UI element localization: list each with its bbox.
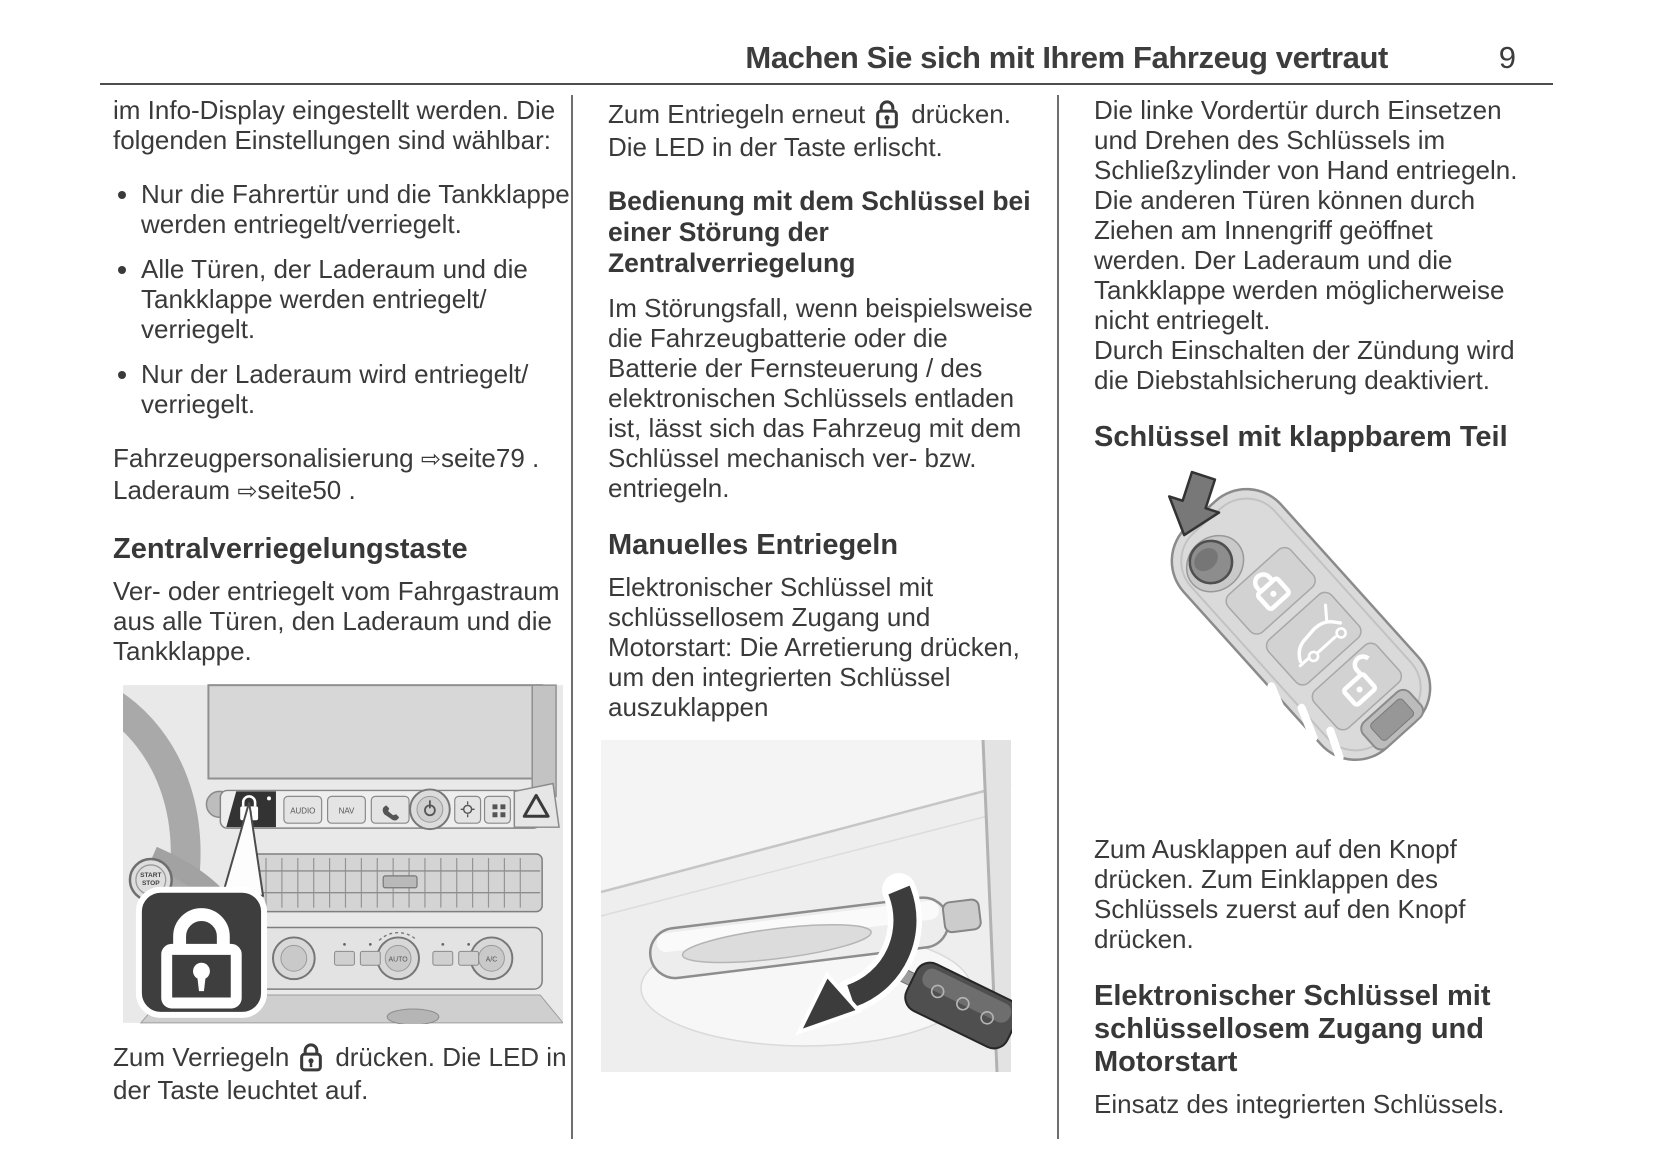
- auto-knob-label: AUTO: [388, 956, 408, 964]
- bullet-item: • Alle Türen, der Laderaum und die Tankklappe werden entriegelt/ verriegelt.: [141, 254, 571, 344]
- page-body: [113, 95, 1653, 1139]
- lock-button-led: [267, 796, 271, 800]
- page-ref-arrow-icon: ⇨: [420, 445, 441, 473]
- start-label: START: [140, 871, 162, 879]
- integrated-key-paragraph: Einsatz des integrierten Schlüssels.: [1094, 1089, 1505, 1119]
- reference-label: Fahrzeugpersonalisierung: [113, 443, 421, 473]
- audio-button-label: AUDIO: [290, 806, 316, 816]
- infotainment-screen: [208, 685, 542, 778]
- fold-key-paragraph: Zum Ausklappen auf den Knopf drücken. Zum Einklappen des Schlüssels zuerst auf den Knopf drücken.: [1094, 834, 1466, 954]
- column-middle: [571, 95, 1057, 1139]
- reference-target: seite50 .: [257, 475, 356, 505]
- heading-zentralverriegelungstaste: Zentralverriegelungstaste: [113, 533, 468, 565]
- lock-cylinder: [942, 899, 981, 933]
- nav-button-label: NAV: [338, 806, 355, 816]
- central-locking-paragraph: Ver- oder entriegelt vom Fahrgastraum aus alle Türen, den Laderaum und die Tankklappe.: [113, 576, 560, 666]
- page-number: 9: [1498, 40, 1516, 75]
- manual-unlock-paragraph: Elektronischer Schlüssel mit schlüssellosem Zugang und Motorstart: Die Arretierung drücken, um den integrierten Schlüssel auszuklappen: [608, 572, 1020, 722]
- caption-text: drücken. Die LED in der Taste leuchtet auf.: [113, 1042, 567, 1105]
- reference-target: seite79 .: [440, 443, 540, 473]
- sentence: Die anderen Türen können durch Ziehen am Innengriff geöffnet werden. Der Laderaum und die Tankklappe werden möglicherweise nicht entriegelt.: [1094, 185, 1505, 335]
- intro-paragraph: im Info-Display eingestellt werden. Die folgenden Einstellungen sind wählbar:: [113, 95, 556, 155]
- column-right: [1057, 95, 1522, 1139]
- unlock-caption: [608, 95, 1037, 162]
- column-left: [113, 95, 571, 1139]
- flip-key-illustration: [1104, 464, 1454, 796]
- bullet-item: • Nur der Laderaum wird entriegelt/ verriegelt.: [141, 359, 571, 419]
- bullet-item: • Nur die Fahrertür und die Tankklappe werden entriegelt/verriegelt.: [141, 179, 571, 239]
- stop-label: STOP: [141, 879, 160, 887]
- heading-klappschluessel: Schlüssel mit klappbarem Teil: [1094, 421, 1508, 453]
- dashboard-illustration: [123, 684, 563, 1024]
- unlocked-padlock-icon: [873, 95, 901, 132]
- page-reference: [113, 475, 571, 507]
- sentence: Die linke Vordertür durch Einsetzen und Drehen des Schlüssels im Schließzylinder von Hand entriegeln.: [1094, 95, 1518, 185]
- heading-elektronischer-schluessel: Elektronischer Schlüssel mit schlüssellosem Zugang und Motorstart: [1094, 980, 1491, 1078]
- caption-text: Zum Verriegeln: [113, 1042, 290, 1072]
- ac-knob-label: A/C: [485, 956, 498, 964]
- page-ref-arrow-icon: ⇨: [237, 477, 258, 505]
- manual-door-unlock-paragraph: [1094, 95, 1522, 395]
- lock-caption: [113, 1038, 571, 1105]
- door-handle-illustration: [600, 740, 1012, 1072]
- caption-text: Zum Entriegeln erneut: [608, 99, 866, 129]
- malfunction-paragraph: Im Störungsfall, wenn beispielsweise die Fahrzeugbatterie oder die Batterie der Fernsteuerung / des elektronischen Schlüssels entladen ist, lässt sich das Fahrzeug mit dem Schlüssel mechanisch ver- bzw. entriegeln.: [608, 293, 1033, 503]
- settings-bullet-list: [113, 179, 571, 419]
- sentence: Durch Einschalten der Zündung wird die Diebstahlsicherung deaktiviert.: [1094, 335, 1515, 395]
- heading-manuelles-entriegeln: Manuelles Entriegeln: [608, 529, 899, 561]
- page-references: [113, 443, 571, 507]
- locked-padlock-icon: [297, 1038, 325, 1075]
- header-rule: [100, 83, 1553, 85]
- subheading-key-malfunction: Bedienung mit dem Schlüssel bei einer Störung der Zentralverriegelung: [608, 186, 1031, 278]
- reference-label: Laderaum: [113, 475, 238, 505]
- caption-text: drücken. Die LED in der Taste erlischt.: [608, 99, 1011, 162]
- page-header: [0, 0, 1653, 76]
- page-title: Machen Sie sich mit Ihrem Fahrzeug vertraut: [745, 40, 1388, 75]
- page-reference: [113, 443, 571, 475]
